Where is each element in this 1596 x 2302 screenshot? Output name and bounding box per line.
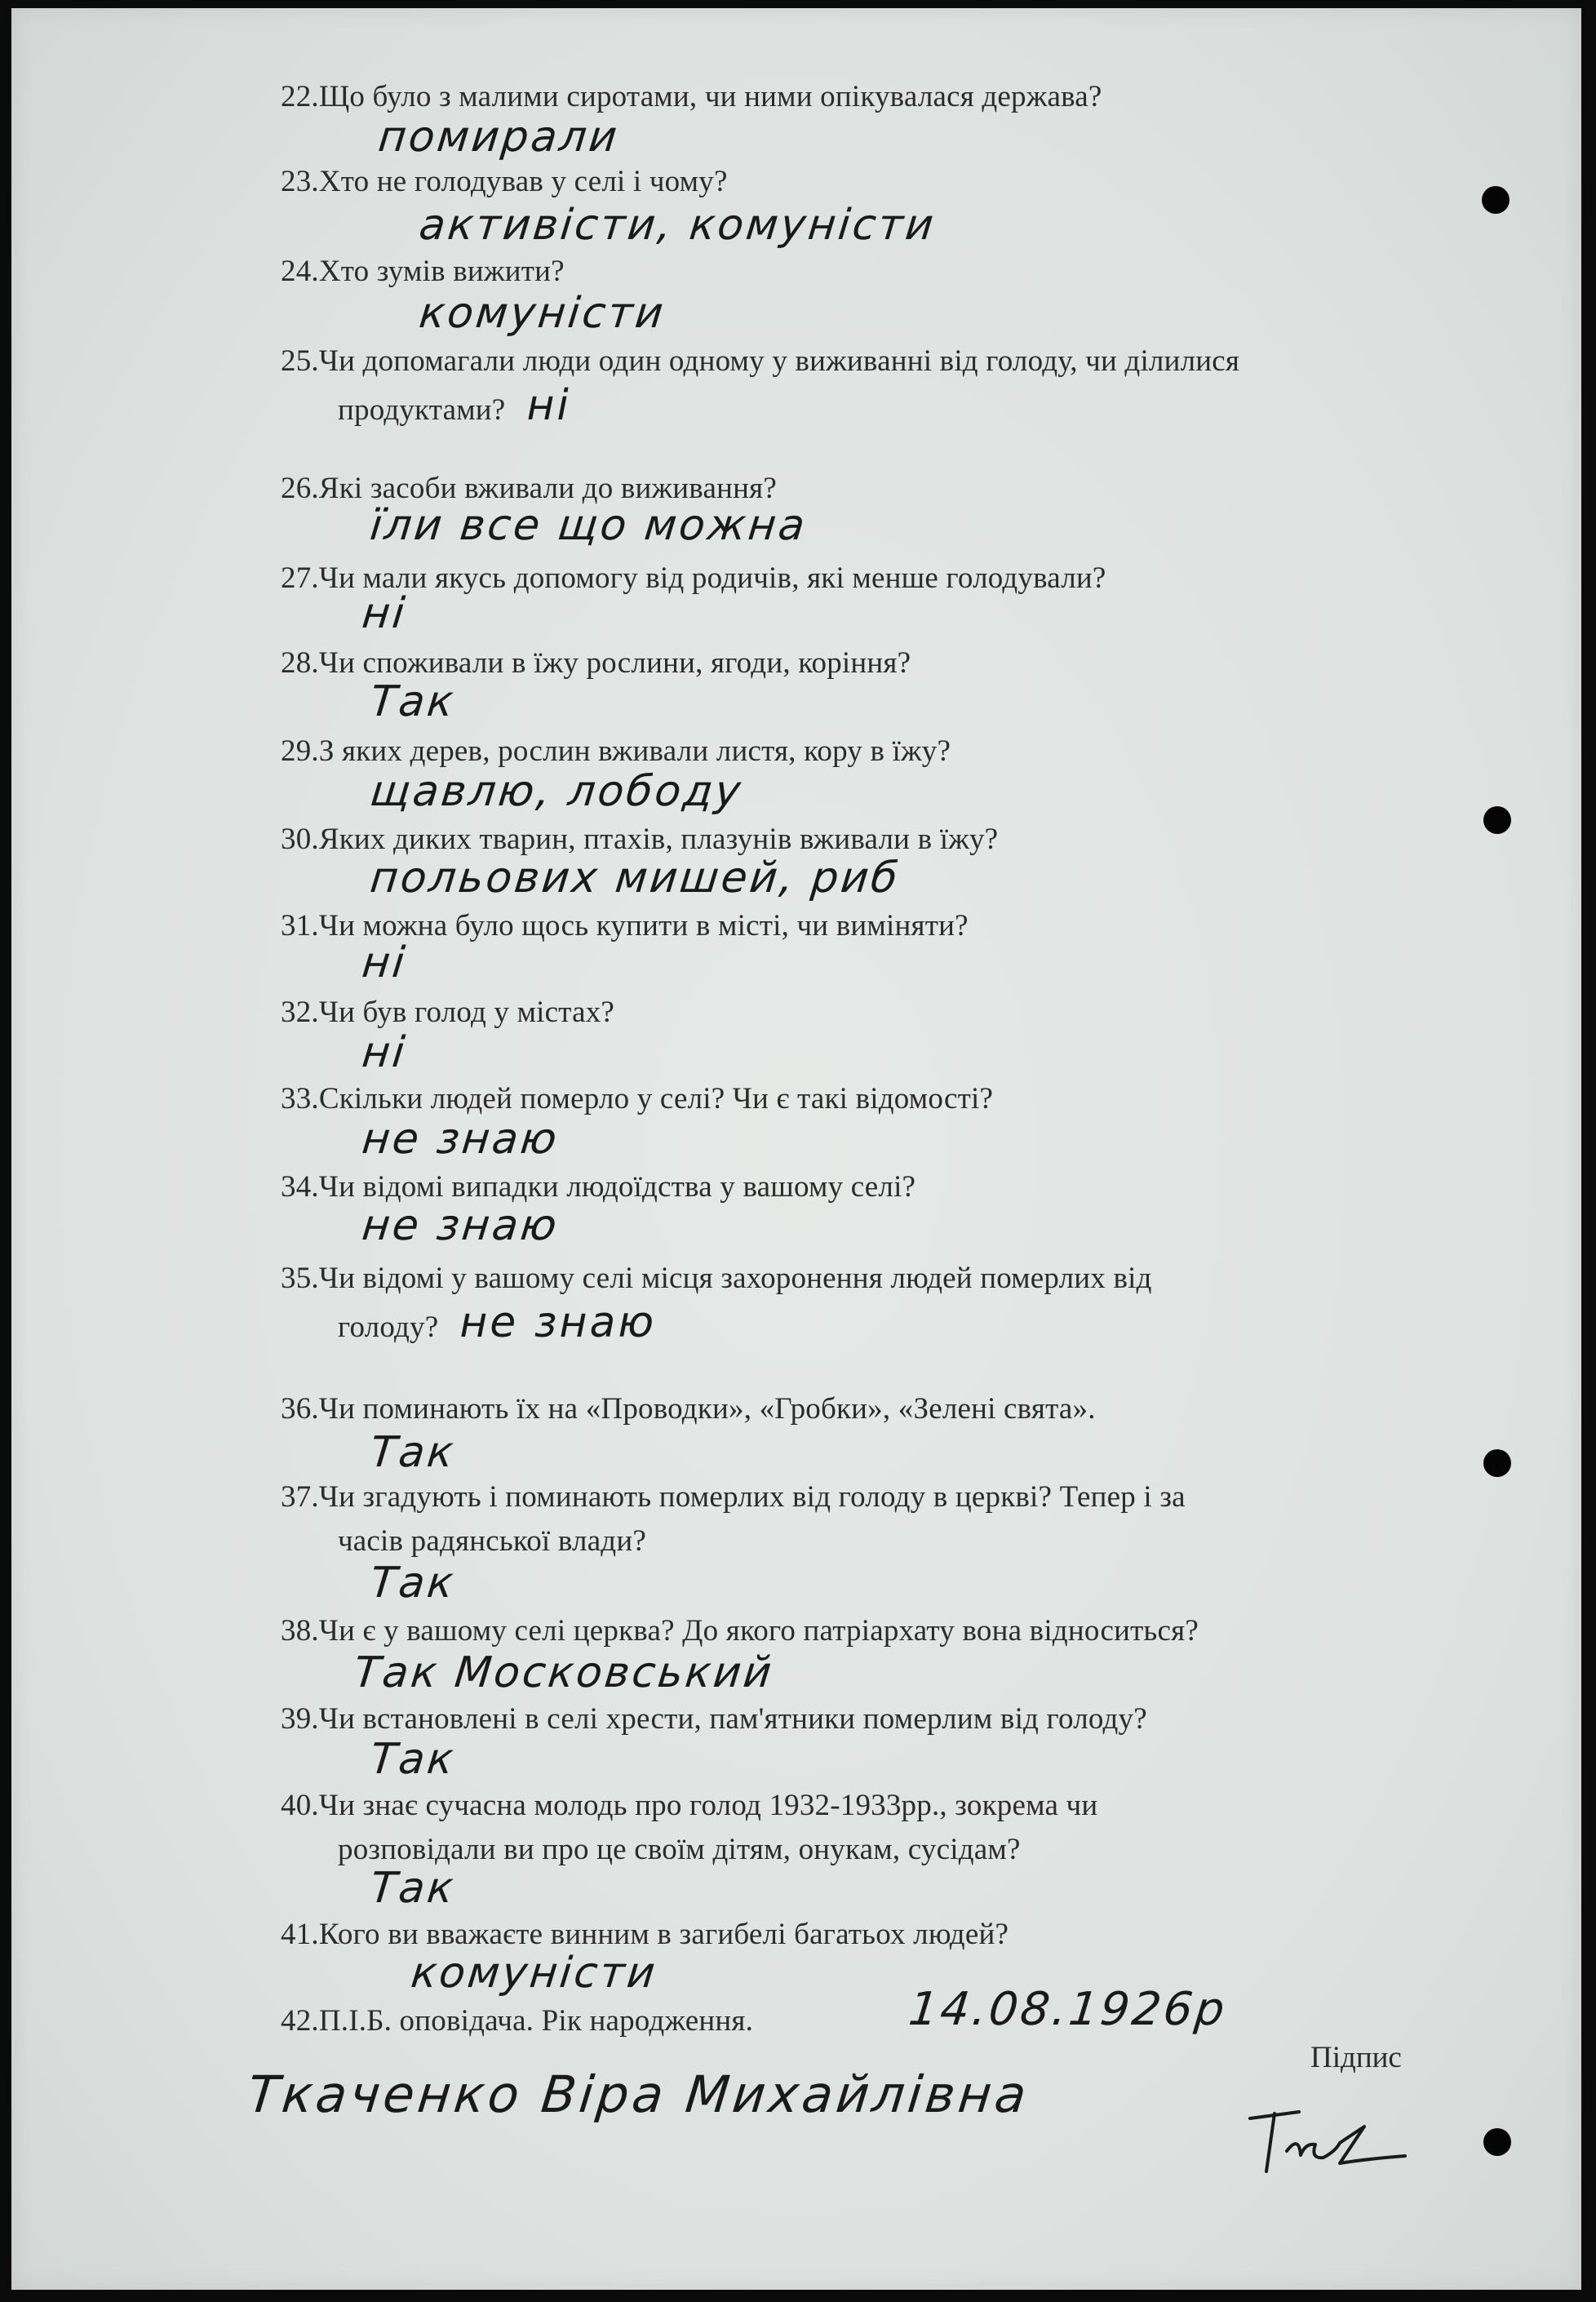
question-42: [281, 1999, 753, 2043]
answer-25: ні: [526, 381, 571, 430]
punch-hole: [1483, 2128, 1511, 2156]
answer-29: щавлю, лободу: [367, 767, 746, 816]
question-text: 36.Чи поминають їх на «Проводки», «Гробки», «Зелені свята».: [281, 1392, 1096, 1426]
answer-31: ні: [359, 938, 410, 987]
question-text: 25.Чи допомагали люди один одному у виживанні від голоду, чи ділилися: [281, 344, 1240, 378]
question-text: 41.Кого ви вважаєте винним в загибелі багатьох людей?: [281, 1918, 1009, 1951]
answer-38: Так Московський: [351, 1648, 777, 1697]
question-40: [281, 1784, 1097, 1872]
question-32: [281, 991, 614, 1035]
question-24: [281, 250, 565, 294]
birth-date-answer: 14.08.1926р: [906, 1983, 1230, 2036]
answer-33: не знаю: [359, 1115, 561, 1164]
narrator-name: Ткаченко Віра Михайлівна: [245, 2065, 1033, 2124]
answer-40: Так: [367, 1864, 459, 1913]
question-text: 26.Які засоби вживали до виживання?: [281, 472, 777, 505]
answer-23: активісти, комуністи: [416, 201, 938, 250]
question-text: 30.Яких диких тварин, птахів, плазунів вживали в їжу?: [281, 823, 999, 856]
question-text: 38.Чи є у вашому селі церква? До якого патріархату вона відноситься?: [281, 1614, 1199, 1648]
question-text: 34.Чи відомі випадки людоїдства у вашому селі?: [281, 1170, 916, 1204]
answer-32: ні: [359, 1028, 410, 1077]
question-text-continued: голоду? не знаю: [338, 1298, 657, 1347]
answer-22: помирали: [375, 113, 622, 162]
question-text: 35.Чи відомі у вашому селі місця захоронення людей померлих від: [281, 1262, 1152, 1295]
question-text: 23.Хто не голодував у селі і чому?: [281, 165, 728, 198]
answer-34: не знаю: [359, 1201, 561, 1250]
question-text: 27.Чи мали якусь допомогу від родичів, які менше голодували?: [281, 561, 1106, 595]
question-37: [281, 1475, 1186, 1563]
answer-30: польових мишей, риб: [367, 854, 902, 903]
answer-35: не знаю: [459, 1298, 657, 1347]
answer-37: Так: [367, 1559, 459, 1608]
question-text: 22.Що було з малими сиротами, чи ними опікувалася держава?: [281, 80, 1102, 113]
question-text: 28.Чи споживали в їжу рослини, ягоди, коріння?: [281, 646, 911, 680]
signature-label: Підпис: [1310, 2041, 1402, 2074]
question-text: 32.Чи був голод у містах?: [281, 996, 615, 1029]
question-38: [281, 1609, 1199, 1653]
question-36: [281, 1387, 1096, 1431]
question-text: 31.Чи можна було щось купити в місті, чи виміняти?: [281, 909, 969, 943]
question-25: [281, 339, 1239, 432]
answer-24: комуністи: [416, 289, 668, 338]
question-text: 37.Чи згадують і поминають померлих від голоду в церкві? Тепер і за: [281, 1480, 1186, 1514]
signature: [1242, 2094, 1421, 2184]
question-text: 39.Чи встановлені в селі хрести, пам'ятники померлим від голоду?: [281, 1702, 1147, 1736]
question-text: 33.Скільки людей померло у селі? Чи є такі відомості?: [281, 1082, 994, 1116]
question-text: 42.П.І.Б. оповідача. Рік народження.: [281, 2004, 754, 2038]
question-text-continued: часів радянської влади?: [338, 1524, 646, 1558]
answer-28: Так: [367, 677, 459, 726]
question-text: 40.Чи знає сучасна молодь про голод 1932-1933рр., зокрема чи: [281, 1789, 1098, 1822]
question-text: 24.Хто зумів вижити?: [281, 255, 565, 288]
question-35: [281, 1257, 1152, 1350]
punch-hole: [1482, 186, 1510, 214]
question-23: [281, 160, 728, 204]
answer-41: комуністи: [408, 1949, 660, 1998]
question-text: 29.З яких дерев, рослин вживали листя, кору в їжу?: [281, 734, 951, 768]
answer-26: їли все що можна: [367, 501, 809, 550]
question-text-continued: розповідали ви про це своїм дітям, онукам, сусідам?: [338, 1833, 1021, 1866]
answer-27: ні: [359, 589, 410, 638]
questionnaire-page: [11, 8, 1581, 2290]
answer-39: Так: [367, 1735, 459, 1784]
punch-hole: [1483, 1449, 1511, 1477]
answer-36: Так: [367, 1428, 459, 1477]
punch-hole: [1483, 806, 1511, 834]
question-text-continued: продуктами? ні: [338, 381, 571, 430]
